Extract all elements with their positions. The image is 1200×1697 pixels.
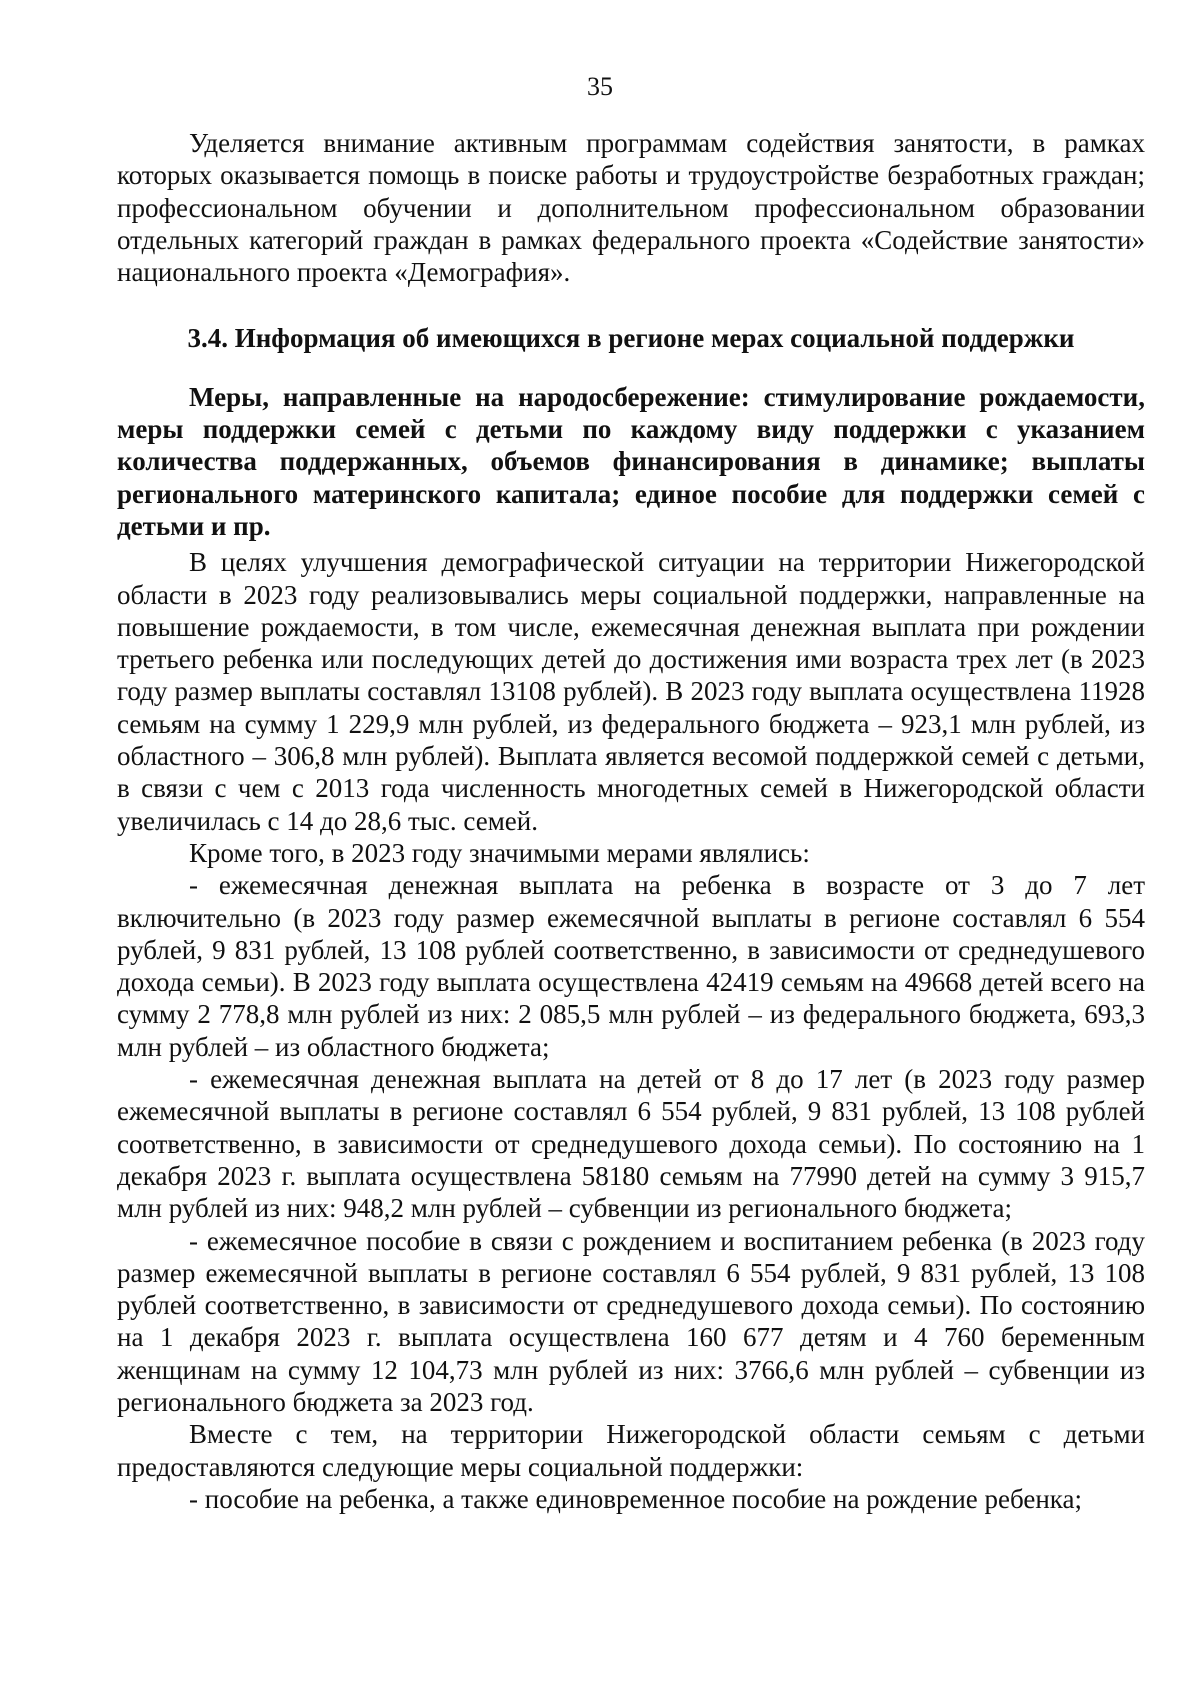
page-number: 35 bbox=[587, 72, 613, 101]
list-item: - ежемесячная денежная выплата на детей от 8 до 17 лет (в 2023 году размер ежемесячной выплаты в регионе составлял 6 554 рублей, 9 831 рублей, 13 108 рублей соответственно, в зависимости от среднедушевого дохода семьи). По состоянию на 1 декабря 2023 г. выплата осуществлена 58180 семьям на 77990 детей на сумму 3 915,7 млн рублей из них: 948,2 млн рублей – субвенции из регионального бюджета; bbox=[117, 1064, 1145, 1224]
section-title: 3.4. Информация об имеющихся в регионе мерах социальной поддержки bbox=[187, 323, 1075, 354]
subheading: Меры, направленные на народосбережение: стимулирование рождаемости, меры поддержки семей с детьми по каждому виду поддержки с указанием количества поддержанных, объемов финансирования в динамике; выплаты регионального материнского капитала; единое пособие для поддержки семей с детьми и пр. bbox=[117, 381, 1145, 541]
list-item: - пособие на ребенка, а также единовременное пособие на рождение ребенка; bbox=[189, 1483, 1083, 1514]
list-item: - ежемесячная денежная выплата на ребенка в возрасте от 3 до 7 лет включительно (в 2023 году размер ежемесячной выплаты в регионе составлял 6 554 рублей, 9 831 рублей, 13 108 рублей соответственно, в зависимости от среднедушевого дохода семьи). В 2023 году выплата осуществлена 42419 семьям на 49668 детей всего на сумму 2 778,8 млн рублей из них: 2 085,5 млн рублей – из федерального бюджета, 693,3 млн рублей – из областного бюджета; bbox=[117, 870, 1145, 1062]
page-content bbox=[117, 127, 1145, 1515]
body-paragraph: Вместе с тем, на территории Нижегородской области семьям с детьми предоставляются следующие меры социальной поддержки: bbox=[117, 1419, 1145, 1482]
intro-paragraph: Уделяется внимание активным программам содействия занятости, в рамках которых оказывается помощь в поиске работы и трудоустройстве безработных граждан; профессиональном обучении и дополнительном профессиональном образовании отдельных категорий граждан в рамках федерального проекта «Содействие занятости» национального проекта «Демография». bbox=[117, 128, 1145, 288]
body-paragraph: В целях улучшения демографической ситуации на территории Нижегородской области в 2023 году реализовывались меры социальной поддержки, направленные на повышение рождаемости, в том числе, ежемесячная денежная выплата при рождении третьего ребенка или последующих детей до достижения ими возраста трех лет (в 2023 году размер выплаты составлял 13108 рублей). В 2023 году выплата осуществлена 11928 семьям на сумму 1 229,9 млн рублей, из федерального бюджета – 923,1 млн рублей, из областного – 306,8 млн рублей). Выплата является весомой поддержкой семей с детьми, в связи с чем с 2013 года численность многодетных семей в Нижегородской области увеличилась с 14 до 28,6 тыс. семей. bbox=[117, 547, 1145, 836]
body-paragraph: Кроме того, в 2023 году значимыми мерами являлись: bbox=[189, 837, 810, 868]
list-item: - ежемесячное пособие в связи с рождением и воспитанием ребенка (в 2023 году размер ежемесячной выплаты в регионе составлял 6 554 рублей, 9 831 рублей, 13 108 рублей соответственно, в зависимости от среднедушевого дохода семьи). По состоянию на 1 декабря 2023 г. выплата осуществлена 160 677 детям и 4 760 беременным женщинам на сумму 12 104,73 млн рублей из них: 3766,6 млн рублей – субвенции из регионального бюджета за 2023 год. bbox=[117, 1225, 1145, 1417]
